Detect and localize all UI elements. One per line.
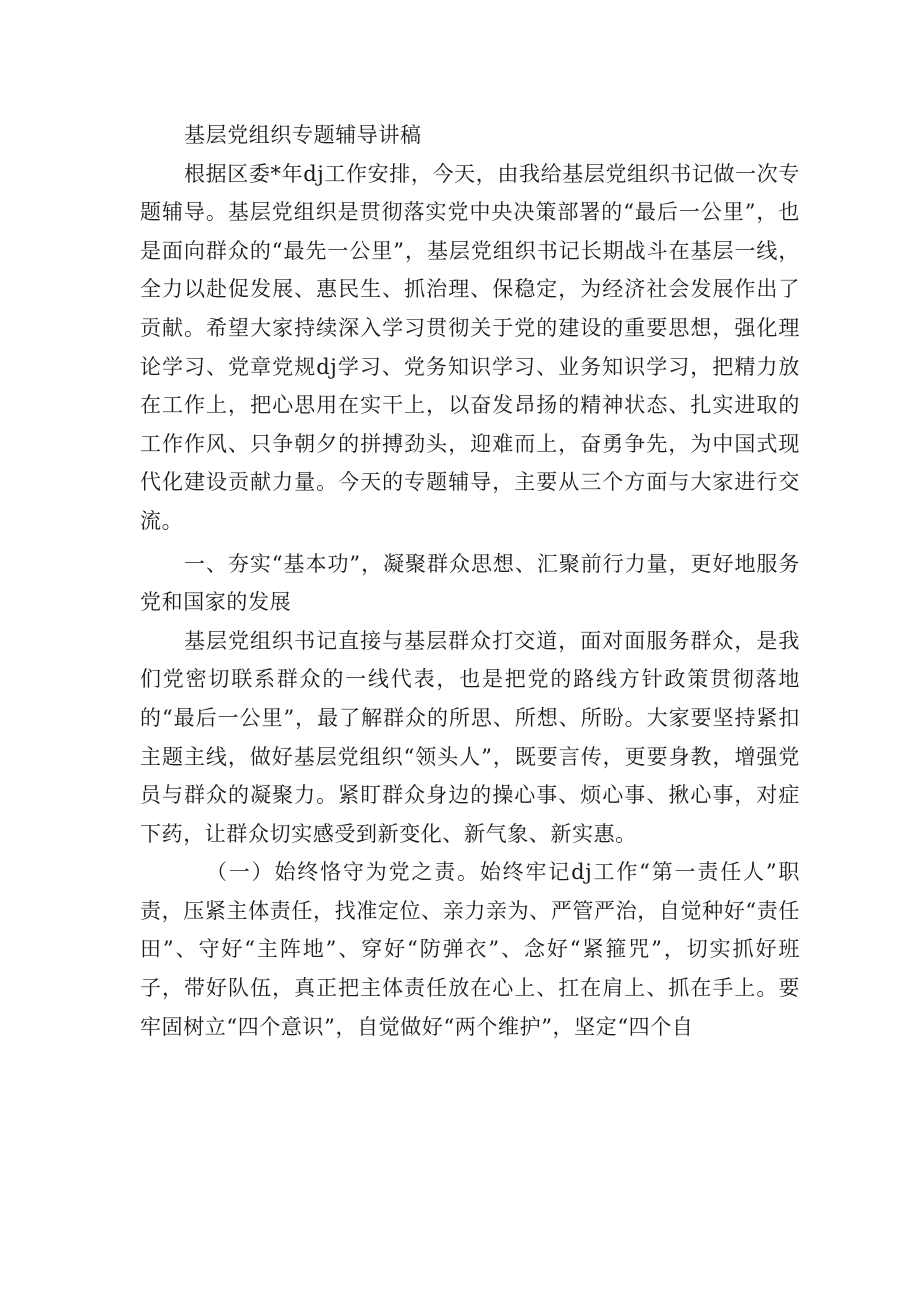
document-title: 基层党组织专题辅导讲稿	[184, 123, 422, 147]
section-1-heading: 一、夯实“基本功”，凝聚群众思想、汇聚前行力量，更好地服务党和国家的发展	[140, 551, 800, 615]
subsection-1-paragraph: （一）始终恪守为党之责。始终牢记dj工作“第一责任人”职责，压紧主体责任，找准定位、亲力亲为、严管严治，自觉种好“责任田”、守好“主阵地”、穿好“防弹衣”、念好“紧箍咒”，切实抓好班子，带好队伍，真正把主体责任放在心上、扛在肩上、抓在手上。要牢固树立“四个意识”，自觉做好“两个维护”，坚定“四个自	[140, 860, 800, 1039]
intro-paragraph: 根据区委*年dj工作安排，今天，由我给基层党组织书记做一次专题辅导。基层党组织是贯彻落实党中央决策部署的“最后一公里”，也是面向群众的“最先一公里”，基层党组织书记长期战斗在基层一线，全力以赴促发展、惠民生、抓治理、保稳定，为经济社会发展作出了贡献。希望大家持续深入学习贯彻关于党的建设的重要思想，强化理论学习、党章党规dj学习、党务知识学习、业务知识学习，把精力放在工作上，把心思用在实干上，以奋发昂扬的精神状态、扎实进取的工作作风、只争朝夕的拼搏劲头，迎难而上，奋勇争先，为中国式现代化建设贡献力量。今天的专题辅导，主要从三个方面与大家进行交流。	[140, 161, 800, 533]
document-body	[140, 116, 800, 1046]
section-1-paragraph: 基层党组织书记直接与基层群众打交道，面对面服务群众，是我们党密切联系群众的一线代表，也是把党的路线方针政策贯彻落地的“最后一公里”，最了解群众的所思、所想、所盼。大家要坚持紧扣主题主线，做好基层党组织“领头人”，既要言传，更要身教，增强党员与群众的凝聚力。紧盯群众身边的操心事、烦心事、揪心事，对症下药，让群众切实感受到新变化、新气象、新实惠。	[140, 628, 800, 846]
